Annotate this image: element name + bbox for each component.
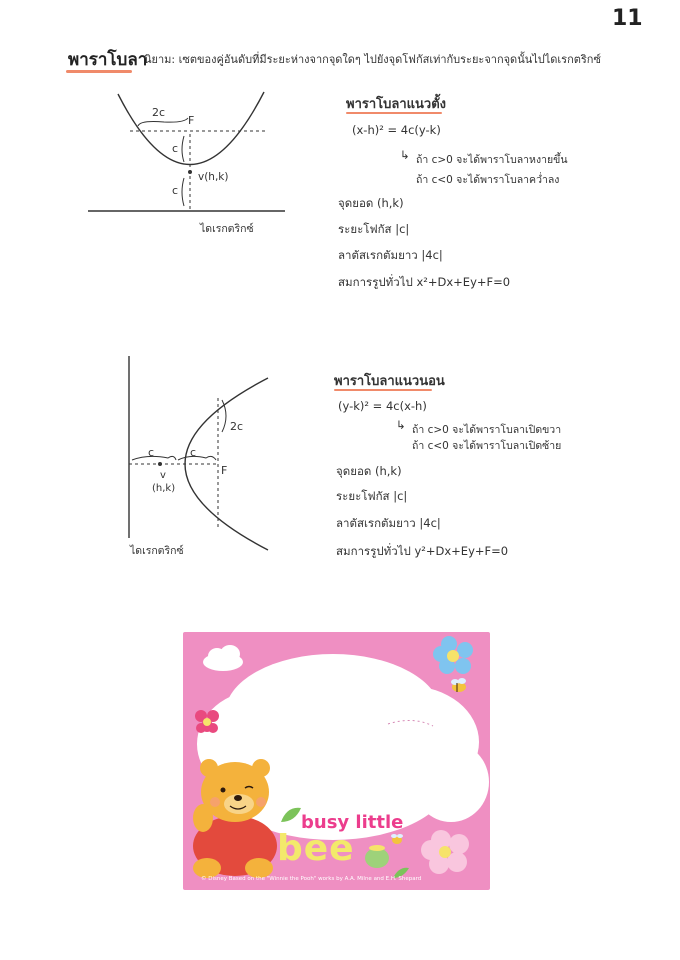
horizontal-case-positive: ถ้า c>0 จะได้พาราโบลาเปิดขวา (412, 424, 562, 436)
horizontal-heading-underline (334, 389, 432, 391)
label-c-upper: c (172, 142, 179, 155)
vertex-point (188, 170, 192, 174)
brace-2c (138, 118, 188, 126)
blue-flower-icon (433, 636, 473, 674)
vertical-heading-underline (346, 112, 442, 114)
brand-title-line2: bee (277, 828, 355, 869)
honey-pot-icon (365, 845, 389, 868)
brace-c-upper (182, 136, 184, 162)
label-2c: 2c (152, 106, 166, 119)
brace-c-lower (182, 178, 184, 206)
label-c-left: c (148, 446, 155, 459)
brand-title-line1: busy little (301, 812, 404, 833)
vertex-point (158, 462, 162, 466)
arrow-icon: ↳ (396, 418, 406, 432)
vertical-parabola-diagram (80, 86, 290, 236)
big-pink-flower-icon (421, 830, 469, 874)
page-title: พาราโบลา (68, 50, 148, 70)
vertical-focal-distance: ระยะโฟกัส |c| (338, 222, 410, 236)
brace-c-right (178, 456, 216, 460)
horizontal-vertex: จุดยอด (h,k) (336, 464, 402, 478)
horizontal-focal-distance: ระยะโฟกัส |c| (336, 489, 408, 503)
label-2c: 2c (230, 420, 244, 433)
horizontal-case-negative: ถ้า c<0 จะได้พาราโบลาเปิดซ้าย (412, 440, 562, 452)
vertical-vertex: จุดยอด (h,k) (338, 196, 404, 210)
horizontal-equation: (y-k)² = 4c(x-h) (338, 399, 427, 413)
vertical-case-positive: ถ้า c>0 จะได้พาราโบลาหงายขึ้น (416, 154, 568, 166)
label-directrix: ไดเรกตริกซ์ (130, 545, 184, 557)
small-cloud-icon (203, 645, 243, 671)
definition-text: นิยาม: เซตของคู่อันดับที่มีระยะห่างจากจุดใดๆ ไปยังจุดโฟกัสเท่ากับระยะจากจุดนั้นไปไดเรกตริกซ์ (144, 53, 601, 66)
horizontal-heading: พาราโบลาแนวนอน (334, 374, 445, 389)
pooh-sticky-note (183, 632, 490, 890)
label-vertex-coords: (h,k) (152, 483, 176, 494)
vertical-heading: พาราโบลาแนวตั้ง (346, 97, 447, 112)
small-bee-icon (391, 834, 403, 844)
horizontal-latus-rectum: ลาตัสเรกตัมยาว |4c| (336, 516, 441, 530)
label-focus: F (188, 114, 195, 127)
label-focus: F (221, 464, 228, 477)
vertical-latus-rectum: ลาตัสเรกตัมยาว |4c| (338, 248, 443, 262)
label-c-lower: c (172, 184, 179, 197)
page-number: 11 (612, 6, 643, 31)
bee-icon (451, 678, 466, 692)
label-vertex: v(h,k) (198, 171, 229, 183)
label-vertex: v (160, 470, 166, 481)
copyright-text: © Disney Based on the "Winnie the Pooh" works by A.A. Milne and E.H. Shepard (201, 876, 422, 882)
label-c-right: c (190, 446, 197, 459)
horizontal-general-form: สมการรูปทั่วไป y²+Dx+Ey+F=0 (336, 544, 509, 558)
vertical-general-form: สมการรูปทั่วไป x²+Dx+Ey+F=0 (338, 275, 511, 289)
vertical-equation: (x-h)² = 4c(y-k) (352, 123, 441, 137)
vertical-case-negative: ถ้า c<0 จะได้พาราโบลาคว่ำลง (416, 174, 560, 186)
title-underline (66, 70, 132, 73)
horizontal-parabola-diagram (118, 350, 278, 562)
arrow-icon: ↳ (400, 148, 410, 162)
label-directrix: ไดเรกตริกซ์ (200, 223, 254, 235)
parabola-curve (118, 92, 264, 165)
